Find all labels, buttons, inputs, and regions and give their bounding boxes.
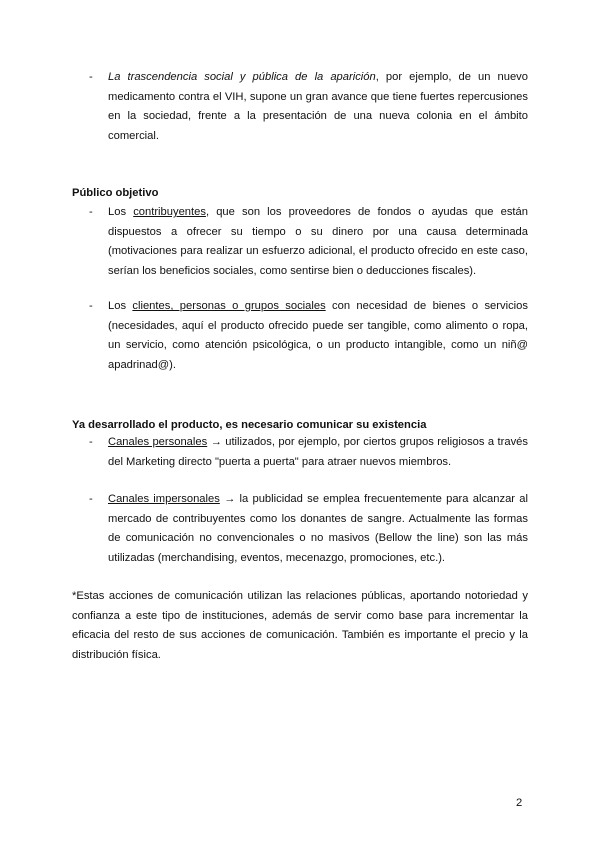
item-text: → la publicidad se emplea frecuentemente para alcanzar al mercado de contribuyentes como los donantes de sangre. Actualmente las formas de comunicación no convencionales o no masivos (Bellow the line) son las más utilizadas (merchandising, eventos, mecenazgo, promociones, etc.). — [108, 493, 528, 564]
heading-comunicar-existencia: Ya desarrollado el producto, es necesario comunicar su existencia — [72, 419, 427, 431]
underlined-term: Canales personales — [108, 436, 208, 448]
bullet-dash: - — [89, 493, 93, 505]
item-prefix: Los — [108, 300, 133, 312]
item-text: → utilizados, por ejemplo, por ciertos grupos religiosos a través del Marketing directo "puerta a puerta" para atraer nuevos miembros. — [108, 436, 529, 468]
underlined-term: clientes, personas o grupos sociales — [132, 300, 326, 312]
italic-lead: La trascendencia social y pública de la aparición — [108, 71, 376, 83]
item-text: con necesidad de bienes o servicios (necesidades, aquí el producto ofrecido puede ser tangible, como alimento o ropa, un servicio, como atención psicológica, o un producto intangible, como un niñ@ apadrinad@). — [108, 300, 528, 371]
underlined-term: contribuyentes — [133, 206, 206, 218]
bullet-dash: - — [89, 71, 93, 83]
footnote-paragraph: *Estas acciones de comunicación utilizan las relaciones públicas, aportando notoriedad y confianza a este tipo de instituciones, además de servir como base para incrementar la eficacia del resto de sus acciones de comunicación. También es importante el precio y la distribución física. — [72, 590, 528, 661]
bullet-dash: - — [89, 206, 93, 218]
bullet-dash: - — [89, 300, 93, 312]
item-canales-impersonales — [108, 490, 528, 568]
item-prefix: Los — [108, 206, 134, 218]
item-contribuyentes — [108, 203, 528, 281]
underlined-term: Canales impersonales — [108, 493, 220, 505]
item-canales-personales — [108, 433, 528, 472]
item-text: , que son los proveedores de fondos o ayudas que están dispuestos a ofrecer su tiempo o su dinero por una causa determinada (motivaciones para realizar un esfuerzo adicional, el producto ofrecido en este caso, serían los beneficios sociales, como sentirse bien o deducciones fiscales). — [108, 206, 528, 277]
page-number: 2 — [516, 797, 523, 809]
heading-publico-objetivo: Público objetivo — [72, 187, 159, 199]
paragraph-text: , por ejemplo, de un nuevo medicamento contra el VIH, supone un gran avance que tiene fuertes repercusiones en la sociedad, frente a la presentación de una nueva colonia en el ámbito comercial. — [108, 71, 528, 142]
item-clientes — [108, 297, 528, 375]
paragraph-trascendencia — [108, 68, 528, 146]
bullet-dash: - — [89, 436, 93, 448]
